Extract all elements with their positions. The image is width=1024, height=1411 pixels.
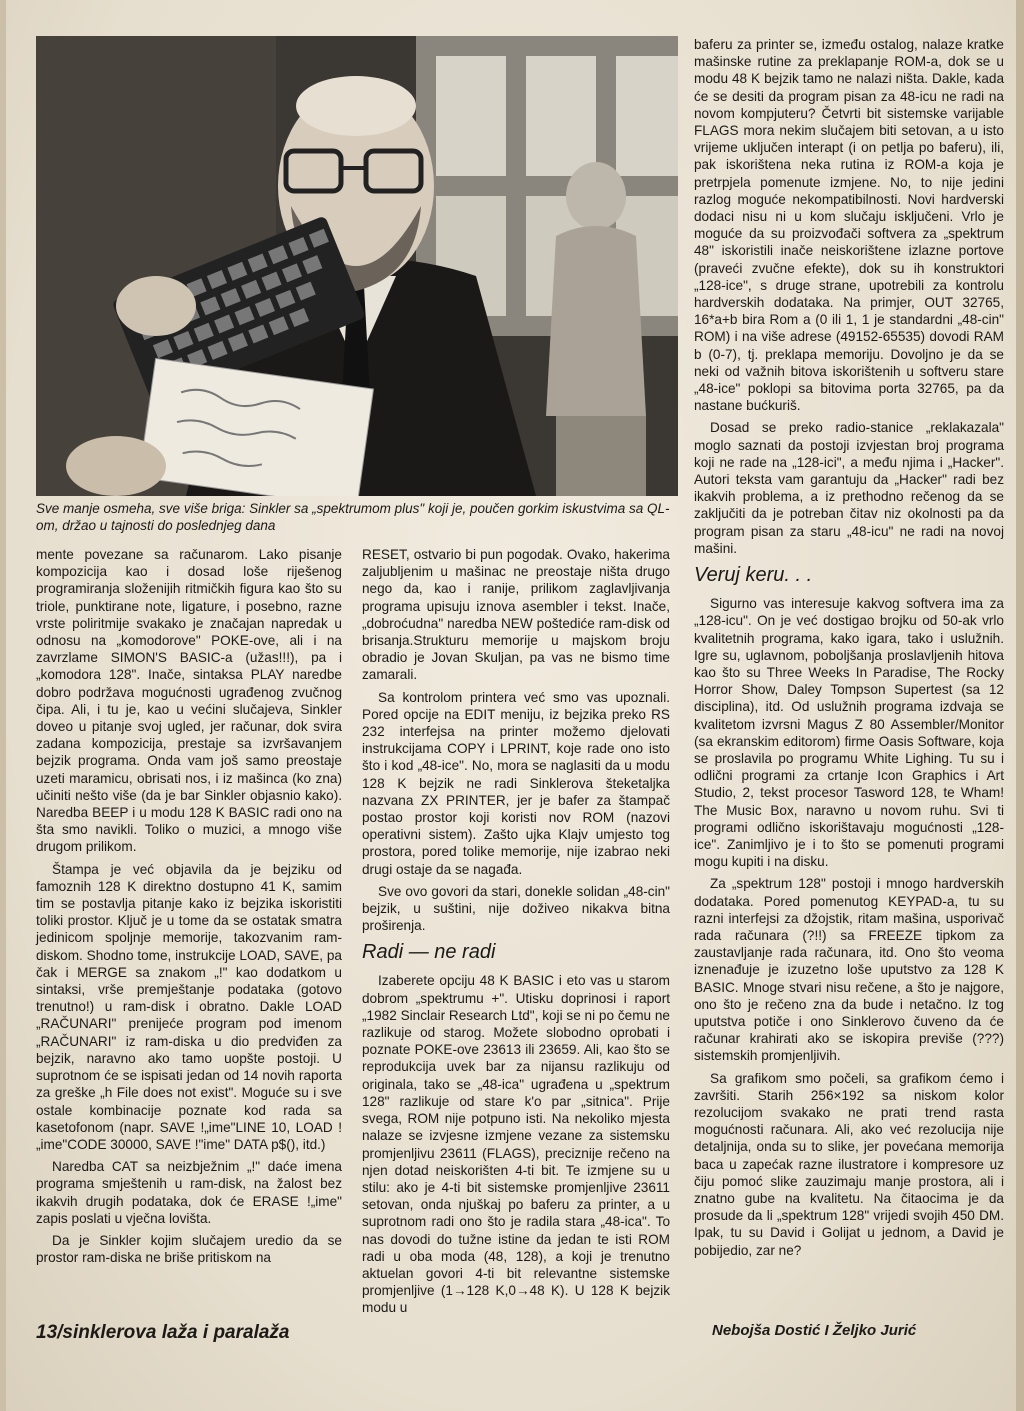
page-edge-right [1016, 0, 1024, 1411]
photo-illustration [36, 36, 678, 496]
paragraph: Štampa je već objavila da je bejziku od famoznih 128 K direktno dostupno 41 K, samim tim se postavlja pitanje kako iz bejzika iskoristiti toliki prostor. Ključ je u tome da se ostatak smatra jedinicom spoljnje memorije, takozvanim ram-diskom. Shodno tome, instrukcije LOAD, SAVE, pa čak i MERGE sa znakom „!" kao dodatkom u sintaksi, vrše premještanje podataka (gotovo trenutno!) u ram-disk i obratno. Dakle LOAD „RAČUNARI" prenijeće program pod imenom „RAČUNARI" iz ram-diska u dio predviđen za bejzik, naravno ako tamo uopšte postoji. U suprotnom će se ispisati jedan od 14 novih raporta za greške „h File does not exist". Moguće su i sve ostale kombinacije poznate kod rada sa kasetofonom (napr. SAVE !„ime"LINE 10, LOAD !„ime"CODE 30000, SAVE !"ime" DATA p$(), itd.) [36, 861, 342, 1152]
photo-man-with-keyboard [36, 36, 678, 496]
author-byline: Nebojša Dostić I Željko Jurić [712, 1322, 917, 1339]
paragraph: baferu za printer se, između ostalog, nalaze kratke mašinske rutine za preklapanje ROM-a, dok se u modu 48 K bejzik tamo ne nalazi ništa. Dakle, kada će se desiti da program pisan za 48-icu ne radi na novom kompjuteru? Četvrti bit sistemske varijable FLAGS mora nekim slučajem biti setovan, a u isto vrijeme uključen interapt (i on petlja po baferu), ili, pak iskorištena neka rutina iz ROM-a koja je pretrpjela pomenute izmjene. No, to nije jedini razlog moguće nekompatibilnosti. Novi hardverski dodaci nisu ni u kom slučaju isključeni. Vrlo je moguće da su proizvođači softvera za „spektrum 48" iskoristili inače neiskorištene izlazne portove (pravеći zvučne efekte), dok su ih konstruktori „128-ice", s druge strane, upotrebili za kontrolu hardverskih dodataka. Na primjer, OUT 32765, 16*a+b bira Rom a (0 ili 1, 1 je standardni „48-cin" ROM) i na više adrese (49152-65535) dovodi RAM b (0-7), tj. preklapa memoriju. Dovoljno je da se neki od važnih bitova iskorištenih u softveru stare „48-ice" poklopi sa bitovima porta 32765, pa da nastane bućkuriš. [694, 37, 1004, 414]
paragraph: Za „spektrum 128" postoji i mnogo hardverskih dodataka. Pored pomenutog KEYPAD-a, tu su razni interfejsi za džojstik, ritam mašina, usporivač rada računara (?!!) sa FREEZE tipkom za zaustavljanje rada računara, itd. Ono što veoma iznenađuje je izuzetno loše uputstvo za 128 K BASIC. Mnoge stvari nisu rečene, a što je najgore, ono što je rečeno zna da bude i netačno. Iz tog uputstva potiče i ono Sinklerovo čuveno da će računar krahirati ako se iskopira previše (???) sistemskih promjenljivih. [694, 876, 1004, 1064]
paragraph: Sigurno vas interesuje kakvog softvera ima za „128-icu". On je već dostigao brojku od 50-ak vrlo kvalitetnih programa, kako igara, tako i uslužnih. Igre su, uglavnom, poboljšanja proslavljenih hitova kao što su Three Weeks In Paradise, The Rocky Horror Show, Daley Tompson Supertest (sa 12 disciplina), itd. Od uslužnih programa izdvaja se kvalitetom izvrsni Magus Z 80 Assembler/Monitor (sa ekranskim editorom) firme Oasis Software, koja se proslavila po programu White Lighing. Tu su i odlični programi za crtanje Icon Graphics i Art Studio, 2, tekst procesor Tasword 128, te Wham! The Music Box, naravno u novom ruhu. Svi ti programi odlično iskorištavaju mogućnosti „128-ice". Zanimljivo je i to što se pomenuti programi mogu kupiti i na disku. [694, 596, 1004, 870]
column-3 [694, 36, 1004, 1264]
column-1 [36, 546, 342, 1271]
photo-caption: Sve manje osmeha, sve više briga: Sinkler sa „spektrumom plus" koji je, poučen gorkim iskustvima sa QL-om, držao u tajnosti do poslednjeg dana [36, 501, 670, 533]
page-edge-left [0, 0, 6, 1411]
paragraph: Sa grafikom smo počeli, sa grafikom ćemo i završiti. Starih 256×192 sa niskom kolor rezolucijom svakako ne prati trend rasta mogućnosti računara. Ali, ako već rezolucija nije detaljnija, onda su to slike, jer povećana memorija baca u zapećak razne ilustratore i kompresore uz čiju pomoć slike zauzimaju manje prostora, ali i znatno gube na kvalitetu. Na čitaocima je da prosude da li „spektrum 128" vrijedi svojih 450 DM. Ipak, tu su David i Golijat u jednom, a David je pobijedio, zar ne? [694, 1070, 1004, 1258]
paragraph: Izaberete opciju 48 K BASIC i eto vas u starom dobrom „spektrumu +". Utisku doprinosi i raport „1982 Sinclair Research Ltd", koji se ni po čemu ne razlikuje od starog. Možete slobodno oprobati i poznate POKE-ove 23613 ili 23659. Ali, kao što se reprodukcija uvek bar za nijansu razlikuju od originala, tako se „48-ica" ugrađena u „spektrum 128" razlikuje od stare k'o par „sitnica". Prije svega, ROM nije potpuno isti. Na nekoliko mjesta nalaze se izvjesne izmjene vezane za sistemsku promjenljivu 23611 (FLAGS), preciznije rečeno na njen dotad neiskorišten 4-ti bit. Te izmjene su u stilu: ako je 4-ti bit sistemske promjenljive 23611 setovan, onda njuškaj po baferu za printer, a u suprotnom radi ono što je radila stara „48-ica". To nas dovodi do tužne istine da jedan te isti ROM radi u oba moda (48, 128), a koji je trenutno aktuelan govori 4-ti bit relevantne sistemske promjenljive (1→128 K,0→48 K). U 128 K bejzik modu u [362, 973, 670, 1316]
paragraph: Da je Sinkler kojim slučajem uredio da se prostor ram-diska ne briše pritiskom na [36, 1232, 342, 1266]
paragraph: Sa kontrolom printera već smo vas upoznali. Pored opcije na EDIT meniju, iz bejzika preko RS 232 interfejsa na printer možemo djelovati instrukcijama COPY i LPRINT, koje rade ono isto što i kod „48-ice". No, mora se naglasiti da u modu 128 K bejzik ne radi Sinklerova šteketaljka nazvana ZX PRINTER, jer je bafer za štampač postao prostor koji koristi nov ROM (nazovi operativni sistem). Zašto ujka Klajv umjesto tog prostora, pored tolike memorije, nije izabrao neki drugi ostaje da se nagađa. [362, 689, 670, 877]
page-number-section-title: 13/sinklerova laža i paralaža [36, 1322, 290, 1343]
subheading-veruj-keru: Veruj keru. . . [694, 564, 813, 587]
paragraph: mente povezane sa računarom. Lako pisanje kompozicija kao i dosad loše riješenog programiranja složenijih ritmičkih figura kao što su triole, punktirane note, ligature, i posebno, razne vrste poliritmije svakako je značajan napredak u odnosu na „komodorove" POKE-ove, ali i na zavrzlame SIMON'S BASIC-a (užas!!!), pa i „komodora 128". Inače, sintaksa PLAY naredbe dobro podržava mogućnosti ugrađenog zvučnog čipa. Ali, i tu je, kao u većini slučajeva, Sinkler doveo u pitanje svoj ugled, jer računar, dok svira zadana kompozicija, prestaje sa izvršavanjem bejzik programa. Onda vam još samo preostaje uzeti maramicu, obrisati nos, i iz mašinca (ko zna) učiniti nešto više (da je bar Sinkler objasnio kako). Naredba BEEP i u modu 128 K BASIC radi ono na šta smo navikli. Toliko o muzici, a mnogo više drugom prilikom. [36, 547, 342, 855]
column-2 [362, 546, 670, 1322]
paragraph: RESET, ostvario bi pun pogodak. Ovako, hakerima zaljubljenim u mašinac ne preostaje ništa drugo nego da, kao i ranije, prilikom zaglavljivanja programa upisuju iznova asembler i tekst. Inače, „dobroćudna" naredba NEW poštediće ram-disk od brisanja.Strukturu memorije u majskom broju obradio je Jovan Skuljan, pa vas ne bismo time zamarali. [362, 547, 670, 683]
paragraph: Naredba CAT sa neizbježnim „!" daće imena programa smještenih u ram-disk, na žalost bez ikakvih drugih podataka, dok će ERASE !„ime" zapis poslati u vječna lovišta. [36, 1159, 342, 1226]
paragraph: Dosad se preko radio-stanice „reklakazala" moglo saznati da postoji izvjestan broj programa koji ne rade na „128-ici", a među njima i „Hacker". Autori teksta vam garantuju da „Hacker" radi bez ikakvih problema, a iz prethodno rečenog da se zaključiti da je potreban čitav niz okolnosti pa da program pisan za staru „48-icu" ne radi na novoj mašini. [694, 420, 1004, 556]
paragraph: Sve ovo govori da stari, donekle solidan „48-cin" bejzik, u suštini, nije doživeo nikakva bitna proširenja. [362, 883, 670, 934]
subheading-radi-ne-radi: Radi — ne radi [362, 941, 496, 964]
